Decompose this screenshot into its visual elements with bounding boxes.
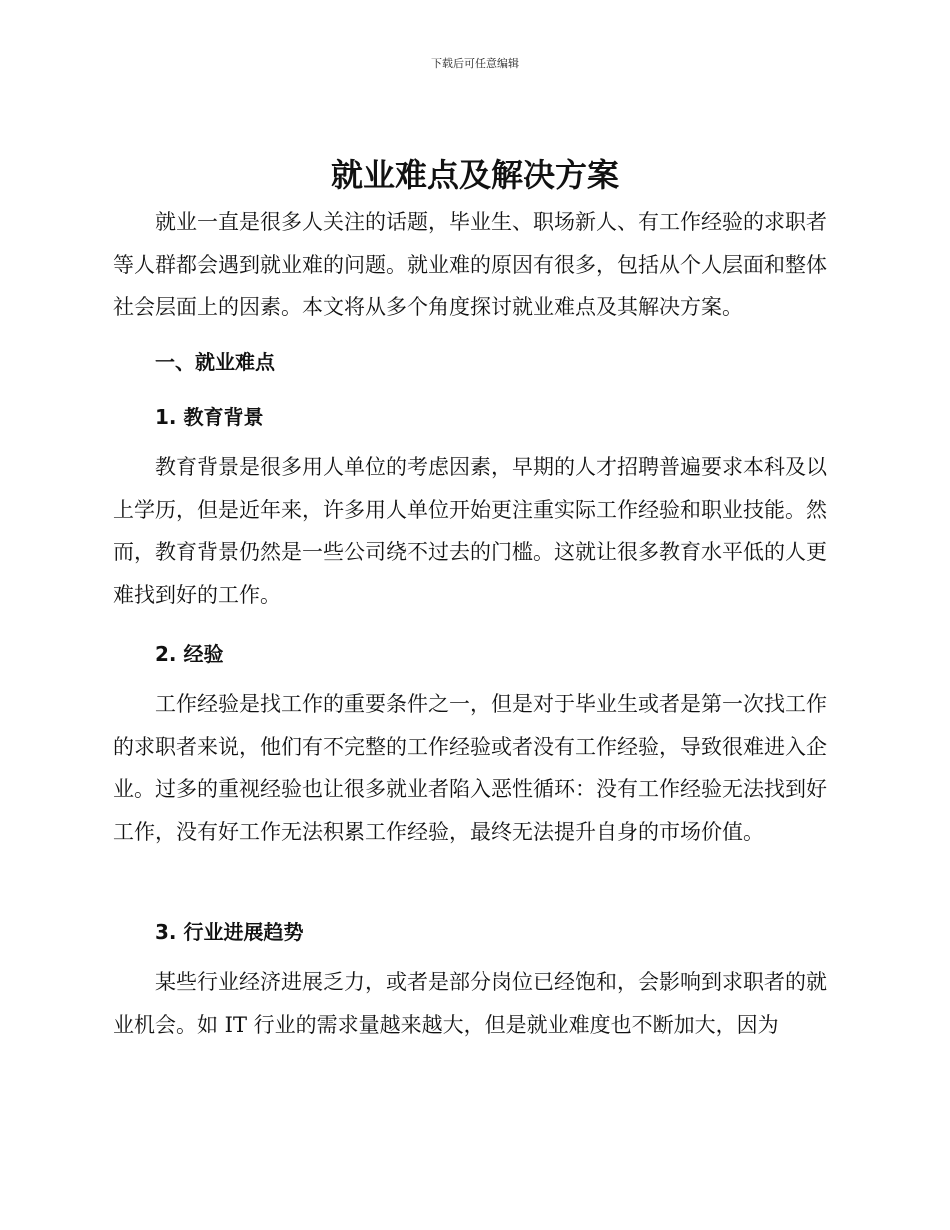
- subheading-industry-trend: 3. 行业进展趋势: [155, 920, 304, 944]
- section-heading-difficulties: 一、就业难点: [155, 350, 275, 374]
- paragraph-industry-trend: 某些行业经济进展乏力，或者是部分岗位已经饱和，会影响到求职者的就业机会。如 IT 行业的需求量越来越大，但是就业难度也不断加大，因为: [113, 970, 827, 1037]
- page-header-note: 下载后可任意编辑: [431, 57, 519, 70]
- paragraph-experience: 工作经验是找工作的重要条件之一，但是对于毕业生或者是第一次找工作的求职者来说，他们有不完整的工作经验或者没有工作经验，导致很难进入企业。过多的重视经验也让很多就业者陷入恶性循环：没有工作经验无法找到好工作，没有好工作无法积累工作经验，最终无法提升自身的市场价值。: [113, 692, 827, 844]
- intro-paragraph: 就业一直是很多人关注的话题，毕业生、职场新人、有工作经验的求职者等人群都会遇到就业难的问题。就业难的原因有很多，包括从个人层面和整体社会层面上的因素。本文将从多个角度探讨就业难点及其解决方案。: [113, 210, 827, 319]
- subheading-education: 1. 教育背景: [155, 405, 264, 429]
- subheading-experience: 2. 经验: [155, 642, 224, 666]
- paragraph-education: 教育背景是很多用人单位的考虑因素，早期的人才招聘普遍要求本科及以上学历，但是近年来，许多用人单位开始更注重实际工作经验和职业技能。然而，教育背景仍然是一些公司绕不过去的门槛。这就让很多教育水平低的人更难找到好的工作。: [113, 455, 827, 607]
- document-title: 就业难点及解决方案: [330, 156, 619, 194]
